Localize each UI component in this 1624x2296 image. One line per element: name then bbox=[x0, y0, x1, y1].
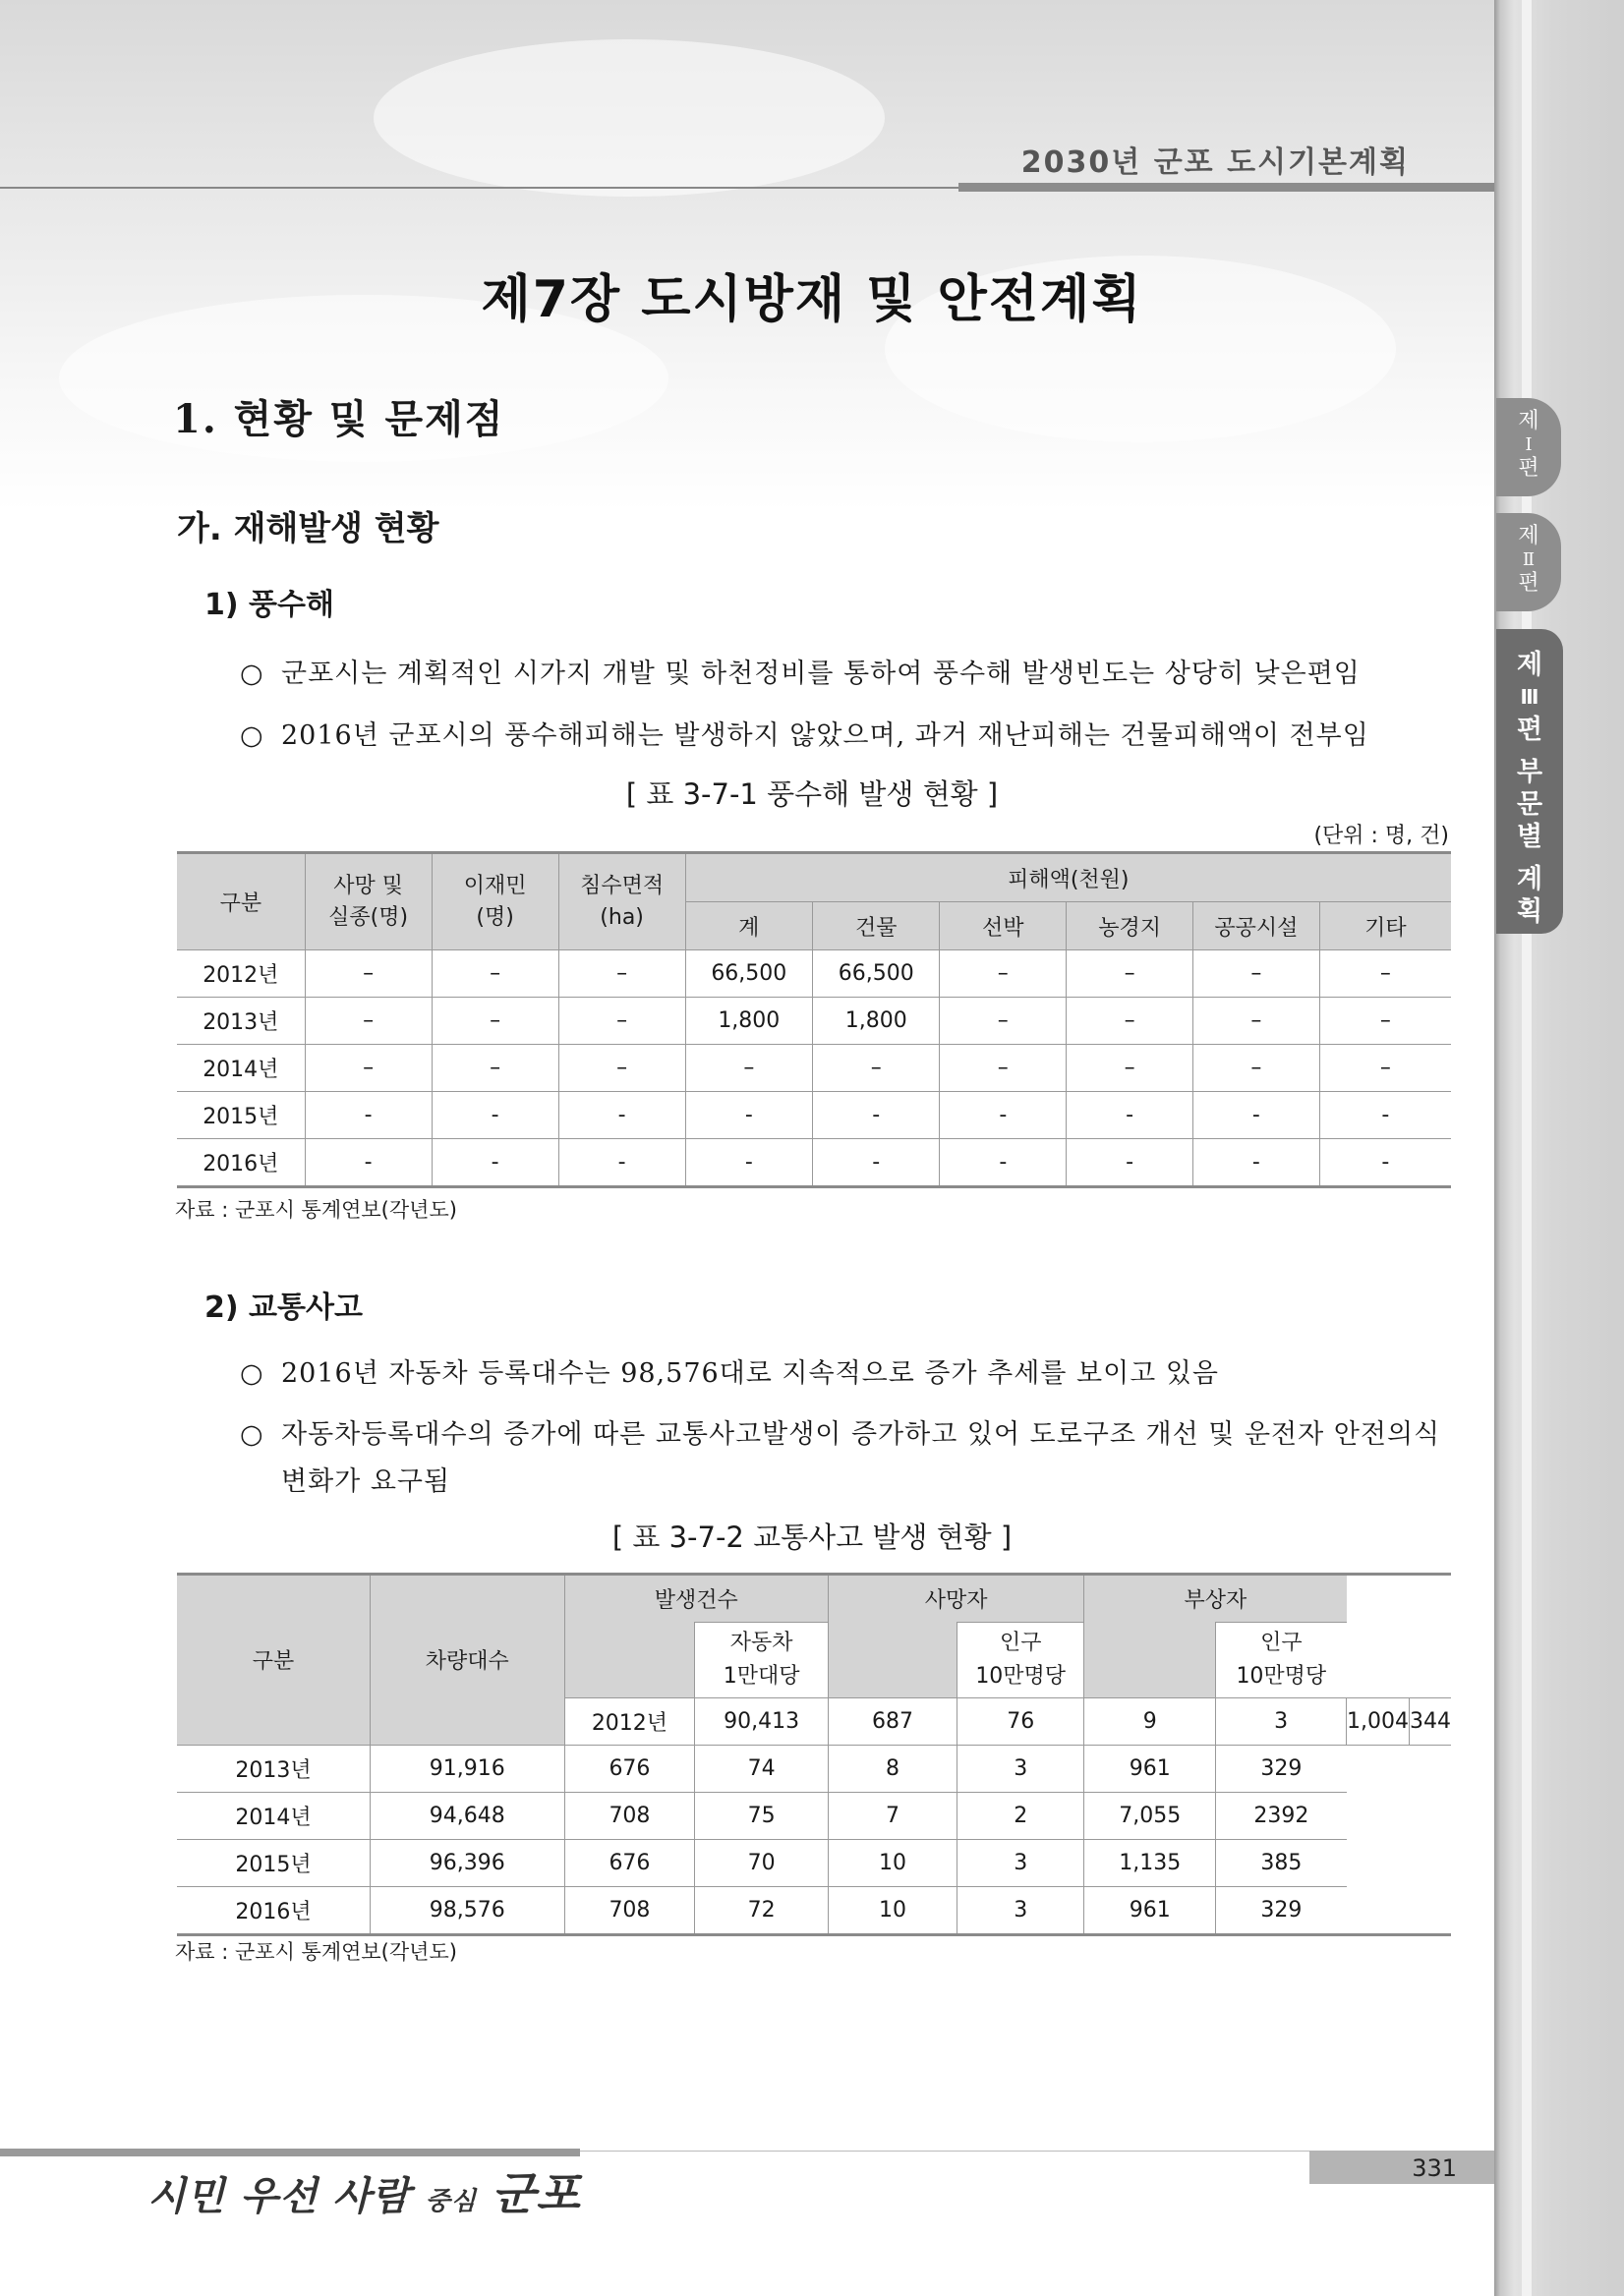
table-row bbox=[177, 1092, 1451, 1139]
table-cell: - bbox=[432, 1139, 558, 1187]
flood-bullet bbox=[240, 713, 1449, 760]
table-cell: 10 bbox=[828, 1886, 957, 1934]
table-cell: - bbox=[558, 1092, 685, 1139]
table-cell: - bbox=[940, 1139, 1067, 1187]
table-row bbox=[177, 1839, 1451, 1886]
side-tab-char: Ⅱ bbox=[1522, 549, 1536, 570]
traffic-table-source: 자료 : 군포시 통계연보(각년도) bbox=[175, 1940, 457, 1964]
table-cell: – bbox=[558, 950, 685, 998]
table-cell: 90,413 bbox=[695, 1697, 829, 1745]
table-cell: – bbox=[685, 1045, 812, 1092]
header-gubun: 구분 bbox=[177, 1575, 371, 1746]
header-vehicles: 차량대수 bbox=[371, 1575, 565, 1746]
side-tab-char: 제 bbox=[1518, 409, 1539, 433]
table-cell: 2013년 bbox=[177, 998, 305, 1045]
table-row bbox=[177, 1792, 1451, 1839]
traffic-heading: 2) 교통사고 bbox=[204, 1291, 363, 1325]
table-cell: 1,004 bbox=[1347, 1697, 1410, 1745]
header-damage-sub: 계 bbox=[685, 902, 812, 950]
table-cell: 3 bbox=[957, 1839, 1084, 1886]
side-tab-char: Ⅲ bbox=[1520, 685, 1539, 709]
traffic-bullet-text: 2016년 자동차 등록대수는 98,576대로 지속적으로 증가 추세를 보이고 있음 bbox=[281, 1358, 1219, 1389]
flood-bullet bbox=[240, 651, 1449, 698]
table-cell: 72 bbox=[695, 1886, 829, 1934]
header-damage: 피해액(천원) bbox=[685, 853, 1451, 902]
header-gubun: 구분 bbox=[177, 853, 305, 950]
table-cell: – bbox=[1319, 998, 1451, 1045]
running-header: 2030년 군포 도시기본계획 bbox=[1020, 145, 1410, 180]
table-cell: 3 bbox=[1216, 1697, 1347, 1745]
header-rule bbox=[0, 187, 958, 189]
table-cell: 708 bbox=[564, 1792, 695, 1839]
flood-bullet-text: 군포시는 계획적인 시가지 개발 및 하천정비를 통하여 풍수해 발생빈도는 상당히 낮은편임 bbox=[281, 659, 1361, 689]
flood-table-caption: [ 표 3-7-1 풍수해 발생 현황 ] bbox=[625, 777, 999, 811]
side-tab-part-1[interactable] bbox=[1496, 398, 1561, 496]
flood-table-source: 자료 : 군포시 통계연보(각년도) bbox=[175, 1198, 457, 1222]
table-cell: 75 bbox=[695, 1792, 829, 1839]
table-cell: – bbox=[1192, 1045, 1319, 1092]
table-cell: - bbox=[813, 1092, 940, 1139]
table-cell: - bbox=[1067, 1139, 1193, 1187]
bullet-circle-icon: ○ bbox=[240, 720, 264, 751]
flood-damage-table bbox=[177, 851, 1451, 1188]
table-cell: 1,135 bbox=[1084, 1839, 1216, 1886]
table-cell: 9 bbox=[1084, 1697, 1216, 1745]
table-cell: 2016년 bbox=[177, 1886, 371, 1934]
header-damage-sub: 건물 bbox=[813, 902, 940, 950]
header-damage-sub: 농경지 bbox=[1067, 902, 1193, 950]
table-cell: – bbox=[558, 998, 685, 1045]
table-cell: – bbox=[813, 1045, 940, 1092]
header-blank bbox=[564, 1623, 695, 1698]
table-cell: – bbox=[1192, 950, 1319, 998]
table-cell: - bbox=[1067, 1092, 1193, 1139]
flood-table-unit: (단위 : 명, 건) bbox=[1313, 824, 1449, 848]
bullet-circle-icon: ○ bbox=[240, 1419, 264, 1450]
header-deaths: 사망자 bbox=[828, 1575, 1083, 1623]
table-cell: - bbox=[685, 1092, 812, 1139]
header-accidents-per-10k: 자동차 1만대당 bbox=[695, 1623, 829, 1698]
table-row bbox=[177, 998, 1451, 1045]
header-accidents: 발생건수 bbox=[564, 1575, 828, 1623]
table-cell: 708 bbox=[564, 1886, 695, 1934]
header-blank bbox=[1084, 1623, 1216, 1698]
table-cell: – bbox=[432, 998, 558, 1045]
table-cell: 7,055 bbox=[1084, 1792, 1216, 1839]
side-tab-char: 편 bbox=[1518, 571, 1539, 596]
header-rule-accent bbox=[958, 183, 1494, 192]
table-row bbox=[177, 1045, 1451, 1092]
side-tab-char: 획 bbox=[1516, 896, 1543, 927]
table-cell: 2015년 bbox=[177, 1839, 371, 1886]
table-cell: – bbox=[1192, 998, 1319, 1045]
side-tab-char: 문 bbox=[1516, 789, 1543, 820]
table-cell: – bbox=[940, 998, 1067, 1045]
table-cell: 66,500 bbox=[813, 950, 940, 998]
header-damage-sub: 선박 bbox=[940, 902, 1067, 950]
section-heading: 1. 현황 및 문제점 bbox=[173, 396, 505, 442]
table-row bbox=[177, 950, 1451, 998]
side-tab-char: 계 bbox=[1516, 864, 1543, 894]
table-cell: 2015년 bbox=[177, 1092, 305, 1139]
page-edge-strip bbox=[1494, 0, 1624, 2296]
table-cell: - bbox=[813, 1139, 940, 1187]
table-cell: - bbox=[305, 1139, 432, 1187]
table-cell: 1,800 bbox=[813, 998, 940, 1045]
table-cell: 2392 bbox=[1216, 1792, 1347, 1839]
table-cell: - bbox=[432, 1092, 558, 1139]
table-cell: – bbox=[940, 950, 1067, 998]
table-cell: 2012년 bbox=[177, 950, 305, 998]
table-cell: 70 bbox=[695, 1839, 829, 1886]
table-cell: – bbox=[305, 950, 432, 998]
table-cell: – bbox=[1067, 1045, 1193, 1092]
table-cell: – bbox=[305, 1045, 432, 1092]
table-cell: 961 bbox=[1084, 1886, 1216, 1934]
table-cell: 76 bbox=[957, 1697, 1084, 1745]
side-tab-char: 부 bbox=[1516, 757, 1543, 787]
table-cell: – bbox=[1067, 998, 1193, 1045]
table-cell: – bbox=[1067, 950, 1193, 998]
table-cell: - bbox=[940, 1092, 1067, 1139]
side-tab-char: 편 bbox=[1518, 456, 1539, 481]
table-cell: – bbox=[1319, 950, 1451, 998]
slogan-part: 중심 bbox=[425, 2187, 477, 2216]
flood-heading: 1) 풍수해 bbox=[204, 588, 334, 622]
table-row bbox=[177, 1886, 1451, 1934]
table-row bbox=[177, 1745, 1451, 1792]
traffic-bullet bbox=[240, 1411, 1449, 1506]
header-damage-sub: 공공시설 bbox=[1192, 902, 1319, 950]
side-tab-char: 제 bbox=[1516, 650, 1543, 680]
table-cell: – bbox=[1319, 1045, 1451, 1092]
header-deaths-per-100k: 인구 10만명당 bbox=[957, 1623, 1084, 1698]
traffic-bullet-text: 자동차등록대수의 증가에 따른 교통사고발생이 증가하고 있어 도로구조 개선 및 운전자 안전의식 변화가 요구됨 bbox=[281, 1419, 1441, 1497]
table-cell: 329 bbox=[1216, 1745, 1347, 1792]
bullet-circle-icon: ○ bbox=[240, 659, 264, 689]
table-cell: – bbox=[558, 1045, 685, 1092]
table-cell: 2 bbox=[957, 1792, 1084, 1839]
table-cell: 385 bbox=[1216, 1839, 1347, 1886]
subsection-heading: 가. 재해발생 현황 bbox=[177, 509, 439, 548]
table-cell: 98,576 bbox=[371, 1886, 565, 1934]
chapter-title: 제7장 도시방재 및 안전계획 bbox=[481, 270, 1143, 329]
table-cell: 687 bbox=[828, 1697, 957, 1745]
table-cell: - bbox=[305, 1092, 432, 1139]
header-blank bbox=[828, 1623, 957, 1698]
table-cell: 91,916 bbox=[371, 1745, 565, 1792]
table-cell: – bbox=[432, 950, 558, 998]
table-cell: - bbox=[1192, 1139, 1319, 1187]
footer-rule bbox=[0, 2149, 580, 2156]
table-cell: - bbox=[1319, 1139, 1451, 1187]
header-injured: 부상자 bbox=[1084, 1575, 1347, 1623]
table-cell: 74 bbox=[695, 1745, 829, 1792]
table-cell: 10 bbox=[828, 1839, 957, 1886]
side-tab-char: 별 bbox=[1516, 822, 1543, 852]
table-cell: 2014년 bbox=[177, 1045, 305, 1092]
traffic-table-caption: [ 표 3-7-2 교통사고 발생 현황 ] bbox=[611, 1521, 1013, 1554]
header-death: 사망 및 실종(명) bbox=[305, 853, 432, 950]
table-cell: 2013년 bbox=[177, 1745, 371, 1792]
table-cell: 94,648 bbox=[371, 1792, 565, 1839]
traffic-accident-table bbox=[177, 1573, 1451, 1936]
slogan-part: 시민 우선 사람 bbox=[147, 2173, 411, 2219]
table-cell: - bbox=[685, 1139, 812, 1187]
side-tab-char: Ⅰ bbox=[1525, 434, 1533, 455]
table-cell: 96,396 bbox=[371, 1839, 565, 1886]
side-tab-part-2[interactable] bbox=[1496, 513, 1561, 611]
side-tab-char: 편 bbox=[1516, 715, 1543, 745]
traffic-bullet bbox=[240, 1350, 1449, 1398]
page-number: 331 bbox=[1412, 2154, 1457, 2182]
table-cell: – bbox=[940, 1045, 1067, 1092]
table-cell: 7 bbox=[828, 1792, 957, 1839]
city-slogan-logo bbox=[147, 2158, 581, 2223]
table-cell: 961 bbox=[1084, 1745, 1216, 1792]
table-cell: 3 bbox=[957, 1886, 1084, 1934]
flood-bullet-text: 2016년 군포시의 풍수해피해는 발생하지 않았으며, 과거 재난피해는 건물피해액이 전부임 bbox=[281, 720, 1369, 751]
table-cell: - bbox=[558, 1139, 685, 1187]
table-cell: 344 bbox=[1410, 1697, 1452, 1745]
table-cell: 676 bbox=[564, 1745, 695, 1792]
side-tab-char: 제 bbox=[1518, 524, 1539, 548]
header-injured-per-100k: 인구 10만명당 bbox=[1216, 1623, 1347, 1698]
table-cell: 8 bbox=[828, 1745, 957, 1792]
table-cell: – bbox=[432, 1045, 558, 1092]
table-cell: – bbox=[305, 998, 432, 1045]
header-displaced: 이재민 (명) bbox=[432, 853, 558, 950]
table-cell: 3 bbox=[957, 1745, 1084, 1792]
table-row bbox=[177, 1139, 1451, 1187]
header-damage-sub: 기타 bbox=[1319, 902, 1451, 950]
header-flooded-area: 침수면적 (ha) bbox=[558, 853, 685, 950]
slogan-part: 군포 bbox=[491, 2167, 581, 2220]
table-cell: 2016년 bbox=[177, 1139, 305, 1187]
table-cell: 1,800 bbox=[685, 998, 812, 1045]
table-cell: 2014년 bbox=[177, 1792, 371, 1839]
table-cell: 676 bbox=[564, 1839, 695, 1886]
bullet-circle-icon: ○ bbox=[240, 1358, 264, 1389]
page-edge-highlight bbox=[1522, 0, 1532, 2296]
table-cell: 2012년 bbox=[564, 1697, 695, 1745]
table-cell: - bbox=[1192, 1092, 1319, 1139]
table-cell: - bbox=[1319, 1092, 1451, 1139]
table-cell: 329 bbox=[1216, 1886, 1347, 1934]
table-cell: 66,500 bbox=[685, 950, 812, 998]
